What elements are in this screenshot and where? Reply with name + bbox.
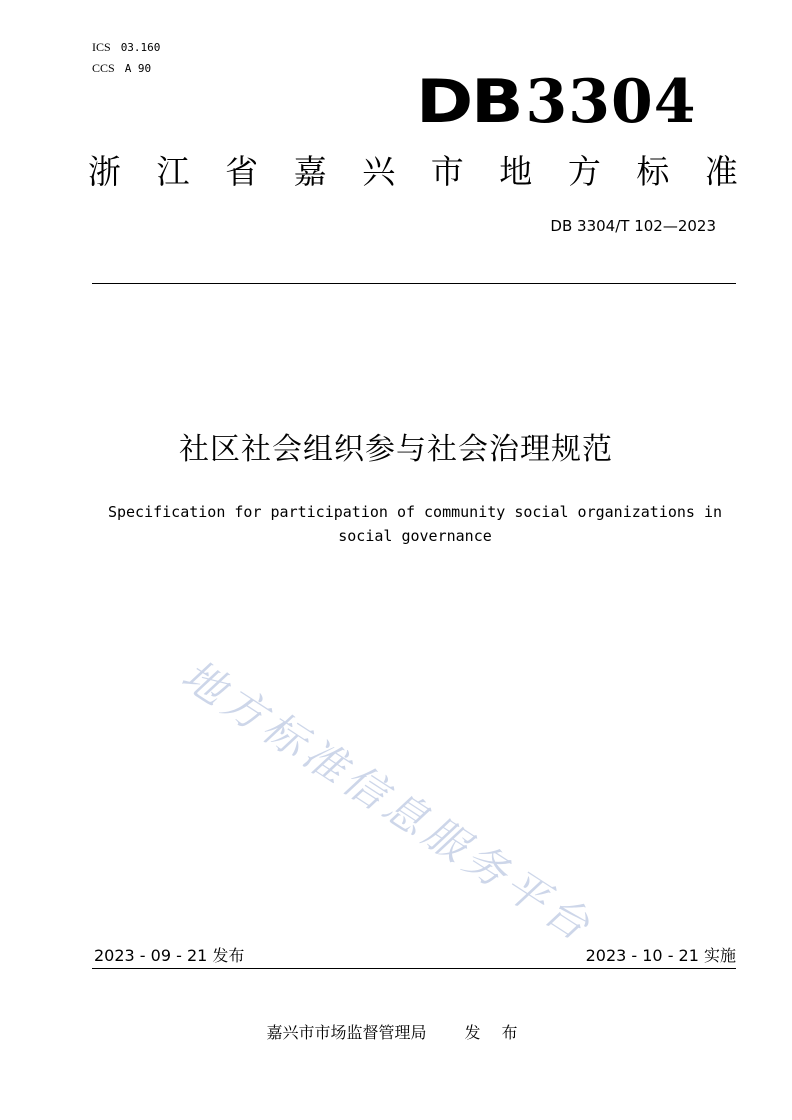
issuer-action: 发 布 <box>464 1023 526 1042</box>
local-standard-char: 省 <box>225 152 259 191</box>
local-standard-char: 浙 <box>88 152 121 191</box>
ccs-label: CCS <box>92 61 115 75</box>
ics-code: 03.160 <box>120 41 161 54</box>
issuer-line <box>0 1022 792 1044</box>
local-standard-char: 准 <box>704 152 738 191</box>
issue-date: 2023 - 09 - 21 发布 <box>94 946 245 965</box>
document-title-en-line: social governance <box>338 527 492 545</box>
ccs-code: A 90 <box>124 62 152 75</box>
standard-number: DB 3304/T 102—2023 <box>550 217 716 235</box>
issuer-name: 嘉兴市市场监督管理局 <box>266 1023 427 1042</box>
local-standard-char: 地 <box>499 152 533 191</box>
standard-mark-logo <box>416 67 697 137</box>
top-divider <box>92 283 736 284</box>
ics-classification <box>92 40 160 55</box>
local-standard-char: 市 <box>430 152 464 191</box>
local-standard-heading <box>88 150 738 194</box>
ccs-classification <box>92 61 151 76</box>
local-standard-char: 兴 <box>362 152 396 191</box>
implementation-date: 2023 - 10 - 21 实施 <box>585 946 736 965</box>
local-standard-char: 标 <box>636 152 670 191</box>
document-title-en-line: Specification for participation of community social organizations in <box>107 503 723 521</box>
local-standard-char: 江 <box>156 152 190 191</box>
standard-mark-region-code: 3304 <box>525 67 697 137</box>
watermark-text: 地方标准信息服务平台 <box>173 650 603 953</box>
bottom-divider <box>92 968 736 969</box>
standard-mark-prefix: DB <box>416 67 522 137</box>
ics-label: ICS <box>92 40 111 54</box>
local-standard-char: 方 <box>567 152 601 191</box>
document-title-en <box>90 500 740 548</box>
document-title-zh: 社区社会组织参与社会治理规范 <box>179 432 613 467</box>
local-standard-char: 嘉 <box>293 152 327 191</box>
